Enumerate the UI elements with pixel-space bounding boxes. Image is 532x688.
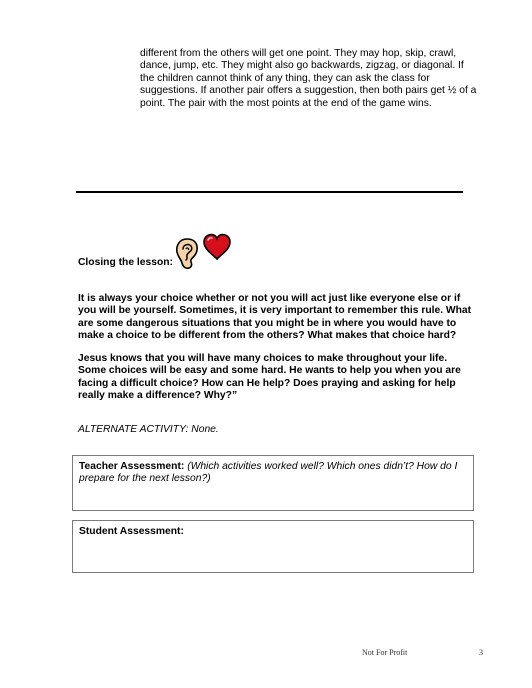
student-assessment-title: Student Assessment:: [79, 526, 184, 537]
closing-label: Closing the lesson:: [78, 257, 173, 268]
closing-paragraph-1: [78, 293, 478, 343]
ear-icon: [174, 237, 200, 271]
intro-line: the children cannot think of any thing, they can ask the class for: [140, 72, 430, 84]
paragraph-line: really make a difference? Why?”: [78, 390, 238, 402]
intro-line: dance, jump, etc. They might also go backwards, zigzag, or diagonal. If: [140, 60, 464, 72]
intro-line: point. The pair with the most points at the end of the game wins.: [140, 97, 432, 109]
paragraph-line: facing a difficult choice? How can He help? Does praying and asking for help: [78, 377, 456, 389]
teacher-assessment-title: Teacher Assessment:: [79, 461, 185, 472]
paragraph-line: you will be yourself. Sometimes, it is very important to remember this rule. What: [78, 305, 472, 317]
intro-paragraph: [140, 48, 492, 110]
teacher-assessment-prompt: (Which activities worked well? Which ones didn’t? How do I prepare for the next lesson?): [79, 461, 458, 485]
footer-text: Not For Profit: [362, 648, 408, 657]
paragraph-line: are some dangerous situations that you might be in where you would have to: [78, 317, 457, 329]
student-assessment-box[interactable]: [72, 520, 474, 573]
paragraph-line: It is always your choice whether or not you will act just like everyone else or if: [78, 293, 461, 304]
heart-icon: [202, 233, 232, 261]
intro-line: different from the others will get one point. They may hop, skip, crawl,: [140, 48, 457, 59]
section-divider: [76, 191, 463, 193]
teacher-assessment-box[interactable]: [72, 455, 474, 511]
intro-line: suggestions. If another pair offers a suggestion, then both pairs get ½ of a: [140, 85, 477, 97]
page-number: 3: [479, 648, 483, 657]
closing-paragraph-2: [78, 353, 478, 403]
paragraph-line: make a choice to be different from the others? What makes that choice hard?: [78, 330, 457, 342]
paragraph-line: Some choices will be easy and some hard. He wants to help you when you are: [78, 365, 461, 377]
alternate-activity: ALTERNATE ACTIVITY: None.: [78, 424, 219, 435]
paragraph-line: Jesus knows that you will have many choices to make throughout your life.: [78, 353, 448, 364]
